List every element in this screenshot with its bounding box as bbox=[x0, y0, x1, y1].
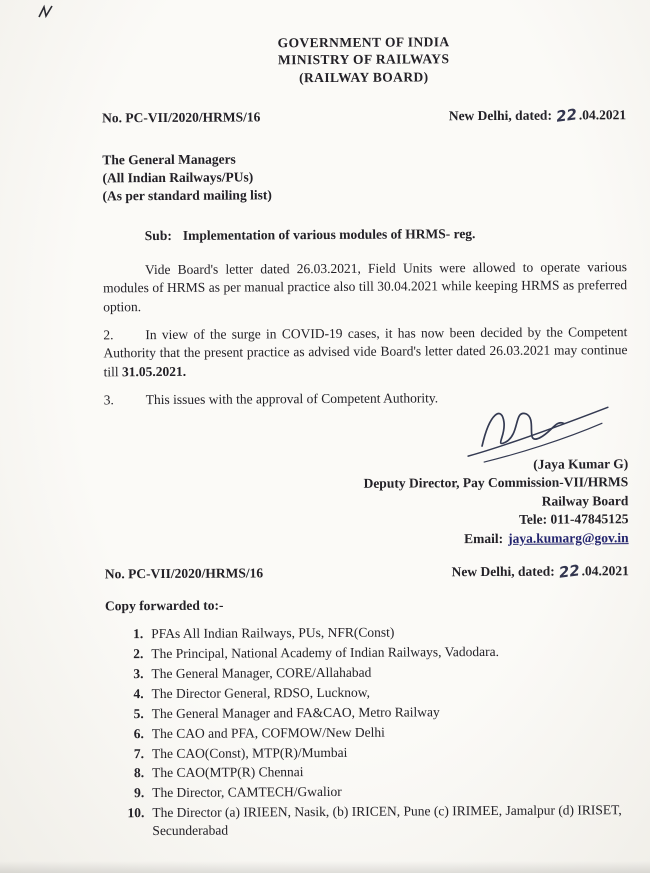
copy-list-item bbox=[123, 623, 629, 644]
signatory-telephone: Tele: 011-47845125 bbox=[519, 511, 629, 528]
paragraph-1-text: Vide Board's letter dated 26.03.2021, Field Units were allowed to operate various modules of HRMS as per manual practice also till 30.04.2021 while keeping HRMS as preferred option. bbox=[103, 259, 628, 315]
reference-row-2 bbox=[105, 560, 629, 584]
date-prefix-1: New Delhi, dated: bbox=[448, 107, 552, 124]
copy-item-number: 5. bbox=[133, 705, 144, 721]
copy-list-item bbox=[124, 742, 630, 763]
addressee-block bbox=[102, 148, 626, 205]
copy-item-number: 10. bbox=[127, 805, 145, 821]
copy-item-number: 4. bbox=[133, 686, 144, 702]
subject-line bbox=[103, 224, 627, 246]
date-line-1 bbox=[449, 104, 626, 125]
paragraph-3-number: 3. bbox=[103, 392, 114, 408]
addressee-line-3: (As per standard mailing list) bbox=[102, 187, 272, 204]
org-line-2: MINISTRY OF RAILWAYS bbox=[277, 51, 450, 68]
subject-label: Sub: bbox=[144, 227, 172, 243]
copy-forwarded-list bbox=[105, 623, 630, 842]
signatory-name: (Jaya Kumar G) bbox=[533, 455, 629, 472]
copy-list-item bbox=[124, 801, 630, 841]
copy-list-item bbox=[124, 781, 630, 802]
copy-item-number: 3. bbox=[133, 666, 144, 682]
document-header bbox=[102, 32, 626, 87]
email-label: Email: bbox=[464, 530, 504, 547]
copy-item-number: 8. bbox=[133, 765, 145, 781]
copy-item-number: 1. bbox=[133, 626, 144, 642]
copy-list-item bbox=[123, 662, 629, 683]
copy-list-item bbox=[124, 762, 630, 783]
copy-item-text: The General Manager, CORE/Allahabad bbox=[151, 664, 372, 682]
date-rest-1: .04.2021 bbox=[578, 106, 627, 123]
copy-item-number: 9. bbox=[134, 785, 145, 801]
handwritten-day-1: 22 bbox=[554, 105, 578, 126]
copy-item-number: 7. bbox=[133, 745, 144, 761]
signature-scribble-icon bbox=[460, 393, 610, 472]
paragraph-2-text: In view of the surge in COVID-19 cases, it has now been decided by the Competent Authority that the present practice as advised vide Board's letter dated 26.03.2021 may continue till bbox=[103, 324, 628, 380]
addressee-line-1: The General Managers bbox=[102, 151, 236, 168]
email-link[interactable]: jaya.kumarg@gov.in bbox=[508, 530, 629, 546]
copy-item-text: The Principal, National Academy of Indian Railways, Vadodara. bbox=[151, 644, 500, 662]
body-paragraph-1 bbox=[103, 258, 627, 316]
date-prefix-2: New Delhi, dated: bbox=[451, 563, 555, 579]
letter-number-1: No. PC-VII/2020/HRMS/16 bbox=[102, 109, 261, 126]
copy-forwarded-heading: Copy forwarded to:- bbox=[104, 597, 224, 614]
copy-item-text: The General Manager and FA&CAO, Metro Railway bbox=[151, 704, 440, 721]
signatory-designation: Deputy Director, Pay Commission-VII/HRMS bbox=[363, 474, 629, 491]
date-line-2 bbox=[452, 560, 629, 581]
copy-list-item bbox=[123, 642, 629, 663]
copy-item-text: The Director, CAMTECH/Gwalior bbox=[152, 784, 342, 801]
copy-item-text: The CAO(Const), MTP(R)/Mumbai bbox=[151, 744, 348, 761]
letter-number-2: No. PC-VII/2020/HRMS/16 bbox=[104, 565, 264, 581]
copy-list-item bbox=[124, 682, 630, 703]
copy-list-item bbox=[124, 702, 630, 723]
copy-item-number: 2. bbox=[133, 646, 144, 662]
copy-item-number: 6. bbox=[133, 725, 144, 741]
signatory-email-line bbox=[105, 529, 629, 551]
copy-list-item bbox=[124, 722, 630, 743]
copy-item-text: PFAs All Indian Railways, PUs, NFR(Const) bbox=[151, 624, 395, 642]
reference-row-1 bbox=[102, 104, 626, 128]
date-rest-2: .04.2021 bbox=[581, 562, 629, 579]
body-paragraph-2 bbox=[103, 323, 627, 381]
org-line-3: (RAILWAY BOARD) bbox=[299, 68, 429, 85]
copy-item-text: The CAO(MTP(R) Chennai bbox=[152, 764, 304, 781]
org-line-1: GOVERNMENT OF INDIA bbox=[277, 34, 450, 51]
handwritten-day-2: 22 bbox=[557, 560, 581, 582]
paragraph-2-number: 2. bbox=[103, 327, 114, 343]
subject-text: Implementation of various modules of HRMS- reg. bbox=[182, 225, 476, 243]
copy-item-text: The Director (a) IRIEEN, Nasik, (b) IRICEN, Pune (c) IRIMEE, Jamalpur (d) IRISET, Secunderabad bbox=[152, 802, 622, 839]
paragraph-2-bold-date: 31.05.2021. bbox=[121, 363, 187, 380]
copy-item-text: The CAO and PFA, COFMOW/New Delhi bbox=[151, 724, 385, 741]
addressee-line-2: (All Indian Railways/PUs) bbox=[102, 169, 254, 186]
signature-block bbox=[104, 409, 629, 551]
paragraph-3-text: This issues with the approval of Competent Authority. bbox=[145, 390, 439, 408]
signatory-organisation: Railway Board bbox=[541, 492, 629, 509]
copy-item-text: The Director General, RDSO, Lucknow, bbox=[151, 684, 371, 702]
